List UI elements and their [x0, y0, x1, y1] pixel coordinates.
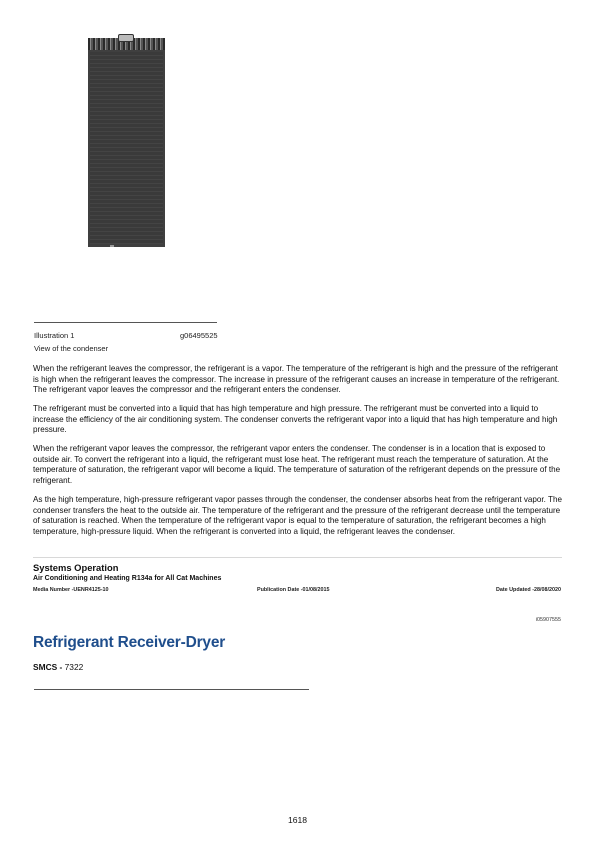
illustration-label: Illustration 1	[34, 331, 75, 340]
body-paragraph: The refrigerant must be converted into a liquid that has high temperature and high pressure. The refrigerant must be converted into a liquid to increase the efficiency of the air conditioning system. The condenser converts the refrigerant vapor into a liquid that has high temperature and high pressure.	[33, 404, 558, 435]
publication-date: Publication Date -01/08/2015	[257, 587, 330, 593]
page-title: Refrigerant Receiver-Dryer	[33, 634, 226, 651]
body-paragraph: As the high temperature, high-pressure refrigerant vapor passes through the condenser, the condenser absorbs heat from the refrigerant vapor. The condenser transfers the heat to the outside air. The temperature of the refrigerant and the pressure of the refrigerant decrease until the temperature of saturation is reached. When the temperature of the refrigerant vapor is equal to the temperature of saturation, the refrigerant becomes a high temperature, high-pressure liquid. When the refrigerant is converted into a liquid, the refrigerant leaves the condenser.	[33, 495, 562, 536]
body-paragraph: When the refrigerant vapor leaves the compressor, the refrigerant vapor enters the condenser. The condenser is in a location that is exposed to outside air. To convert the refrigerant into a liquid, the refrigerant must lose heat. The refrigerant must reach the temperature of saturation. At the temperature of saturation, the refrigerant vapor will become a liquid. The temperature of saturation of the refrigerant depends on the pressure of the refrigerant.	[33, 444, 561, 485]
section-divider	[33, 557, 562, 558]
content-divider	[34, 689, 309, 690]
section-title: Systems Operation	[33, 562, 119, 573]
smcs-code	[33, 662, 83, 672]
condenser-fins	[90, 52, 163, 244]
condenser-cap	[118, 34, 134, 42]
condenser-foot	[110, 245, 114, 247]
page-number: 1618	[287, 815, 308, 825]
illustration-id: g06495525	[180, 331, 218, 340]
body-paragraph: When the refrigerant leaves the compressor, the refrigerant is a vapor. The temperature of the refrigerant is high and the pressure of the refrigerant is high when the refrigerant leaves the compressor. The increase in pressure of the refrigerant causes an increase in temperature of the refrigerant. The refrigerant vapor leaves the compressor and the refrigerant enters the condenser.	[33, 364, 560, 395]
illustration-description: View of the condenser	[34, 344, 109, 353]
smcs-value: 7322	[64, 662, 84, 672]
caption-divider	[34, 322, 217, 323]
section-subtitle: Air Conditioning and Heating R134a for All Cat Machines	[33, 575, 222, 582]
smcs-label: SMCS -	[33, 662, 63, 672]
date-updated: Date Updated -28/08/2020	[495, 587, 561, 593]
document-id: i05907555	[535, 617, 561, 623]
media-number: Media Number -UENR4125-10	[33, 587, 109, 593]
